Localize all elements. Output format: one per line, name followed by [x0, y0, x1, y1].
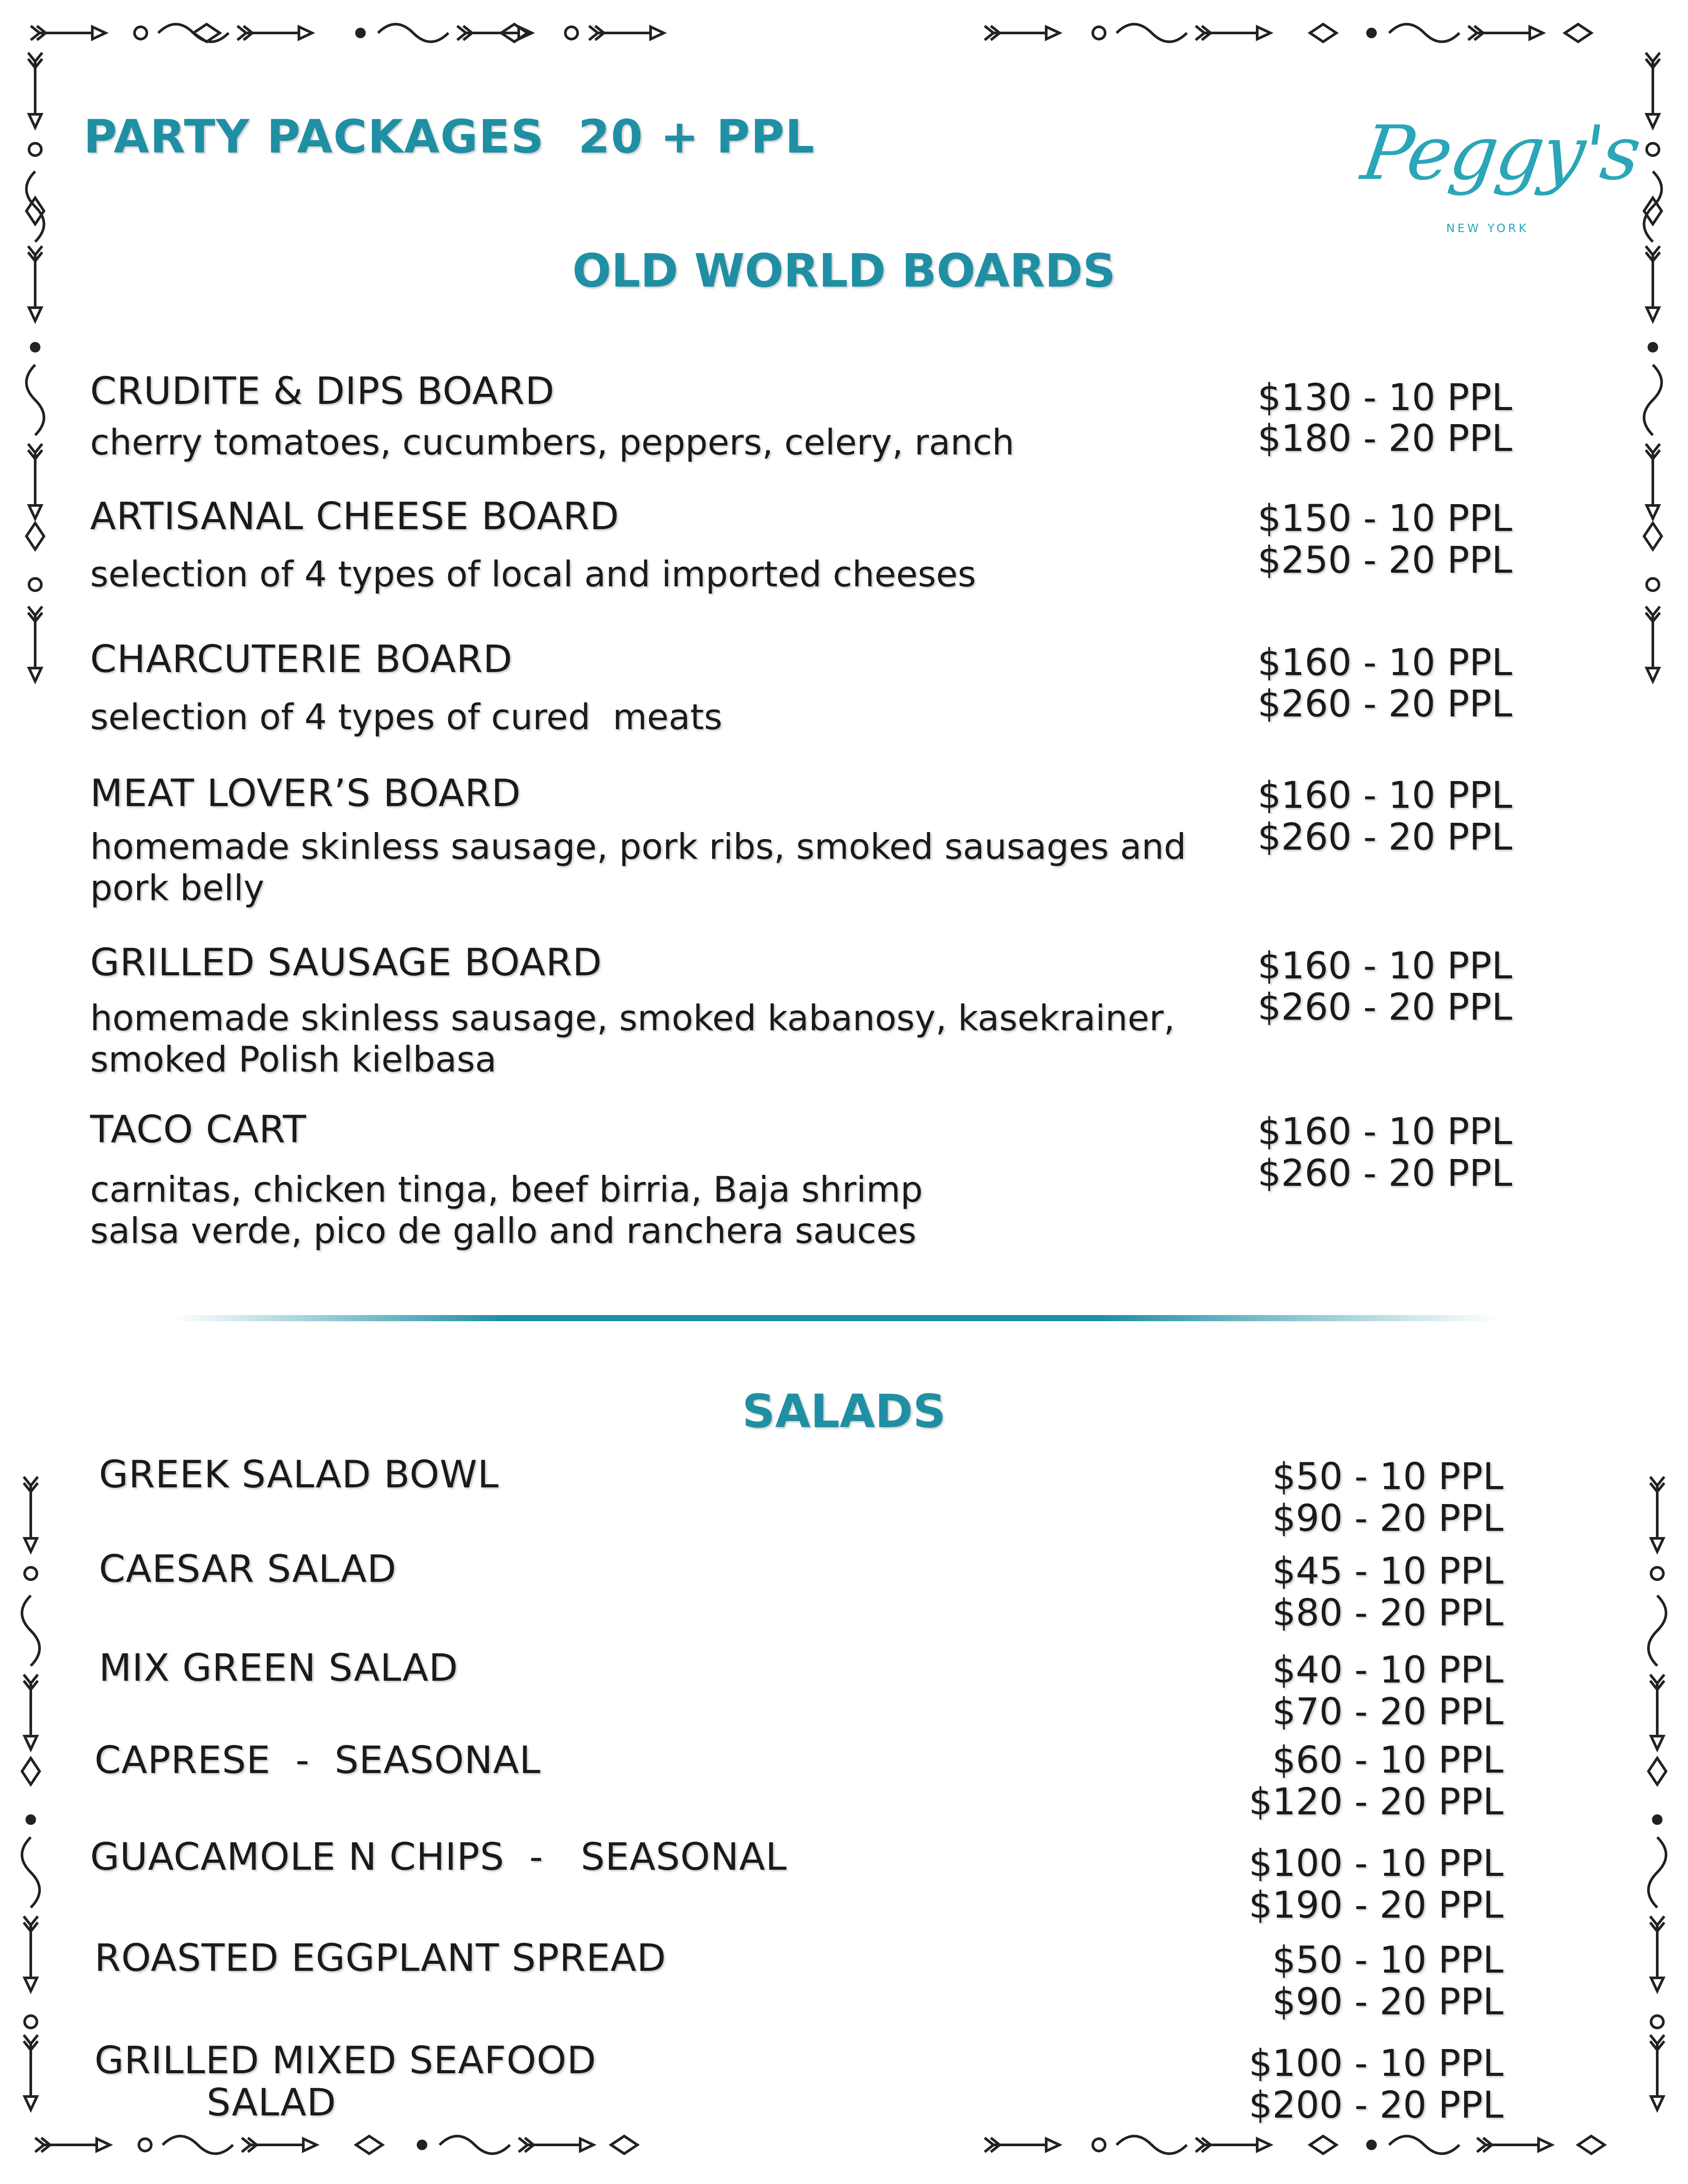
menu-item-name: TACO CART: [90, 1108, 307, 1152]
menu-item-price-20: $180 - 20 PPL: [1257, 417, 1512, 460]
section-title-old-world-boards: OLD WORLD BOARDS: [572, 244, 1116, 298]
logo-script-text: Peggy's: [1357, 110, 1644, 197]
salad-item-name: CAPRESE - SEASONAL: [95, 1738, 541, 1782]
menu-item-name: GRILLED SAUSAGE BOARD: [90, 941, 602, 985]
salad-item-price-10: $50 - 10 PPL: [1272, 1455, 1503, 1498]
salad-item-name: GRILLED MIXED SEAFOOD SALAD: [95, 2039, 597, 2125]
menu-item-description: homemade skinless sausage, smoked kabanosy, kasekrainer, smoked Polish kielbasa: [90, 998, 1175, 1080]
salad-item-name: CAESAR SALAD: [99, 1547, 397, 1591]
menu-item-price-20: $260 - 20 PPL: [1257, 682, 1512, 725]
salad-item-price-10: $100 - 10 PPL: [1248, 1842, 1503, 1885]
salad-item-name: MIX GREEN SALAD: [99, 1646, 458, 1690]
menu-item-name: CHARCUTERIE BOARD: [90, 637, 513, 681]
brand-logo: [1354, 110, 1644, 242]
salad-item-price-10: $40 - 10 PPL: [1272, 1648, 1503, 1691]
menu-item-description: homemade skinless sausage, pork ribs, smoked sausages and pork belly: [90, 826, 1186, 908]
menu-item-name: MEAT LOVER’S BOARD: [90, 771, 521, 815]
logo-subtitle: NEW YORK: [1446, 222, 1529, 235]
section-title-salads: SALADS: [742, 1385, 946, 1438]
salad-item-price-10: $45 - 10 PPL: [1272, 1549, 1503, 1592]
menu-item-price-20: $260 - 20 PPL: [1257, 1152, 1512, 1195]
salad-item-price-10: $50 - 10 PPL: [1272, 1938, 1503, 1981]
menu-item-description: cherry tomatoes, cucumbers, peppers, celery, ranch: [90, 422, 1015, 463]
salad-item-price-20: $190 - 20 PPL: [1248, 1883, 1503, 1926]
salad-item-price-20: $80 - 20 PPL: [1272, 1591, 1503, 1634]
menu-item-name: ARTISANAL CHEESE BOARD: [90, 494, 619, 538]
section-divider: [171, 1315, 1499, 1321]
salad-item-price-20: $70 - 20 PPL: [1272, 1690, 1503, 1733]
menu-item-price-10: $150 - 10 PPL: [1257, 497, 1512, 540]
salad-item-name: GREEK SALAD BOWL: [99, 1453, 499, 1497]
menu-item-description: selection of 4 types of cured meats: [90, 697, 723, 738]
salad-item-price-20: $90 - 20 PPL: [1272, 1980, 1503, 2023]
menu-item-description: selection of 4 types of local and imported cheeses: [90, 554, 976, 595]
menu-item-price-10: $160 - 10 PPL: [1257, 641, 1512, 684]
page-title: PARTY PACKAGES 20 + PPL: [84, 110, 815, 164]
menu-item-price-20: $250 - 20 PPL: [1257, 538, 1512, 581]
menu-item-price-10: $160 - 10 PPL: [1257, 944, 1512, 987]
salad-item-price-20: $200 - 20 PPL: [1248, 2083, 1503, 2126]
menu-item-price-10: $160 - 10 PPL: [1257, 1110, 1512, 1153]
menu-item-price-20: $260 - 20 PPL: [1257, 985, 1512, 1028]
menu-item-price-10: $160 - 10 PPL: [1257, 774, 1512, 817]
salad-item-name: GUACAMOLE N CHIPS - SEASONAL: [90, 1835, 787, 1879]
menu-item-description: carnitas, chicken tinga, beef birria, Baja shrimp salsa verde, pico de gallo and ranchera sauces: [90, 1169, 923, 1251]
salad-item-name: ROASTED EGGPLANT SPREAD: [95, 1936, 666, 1980]
menu-item-price-10: $130 - 10 PPL: [1257, 376, 1512, 419]
menu-item-name: CRUDITE & DIPS BOARD: [90, 369, 555, 413]
salad-item-price-20: $90 - 20 PPL: [1272, 1497, 1503, 1540]
salad-item-price-10: $100 - 10 PPL: [1248, 2042, 1503, 2085]
menu-item-price-20: $260 - 20 PPL: [1257, 815, 1512, 858]
salad-item-price-10: $60 - 10 PPL: [1272, 1738, 1503, 1781]
salad-item-price-20: $120 - 20 PPL: [1248, 1780, 1503, 1823]
